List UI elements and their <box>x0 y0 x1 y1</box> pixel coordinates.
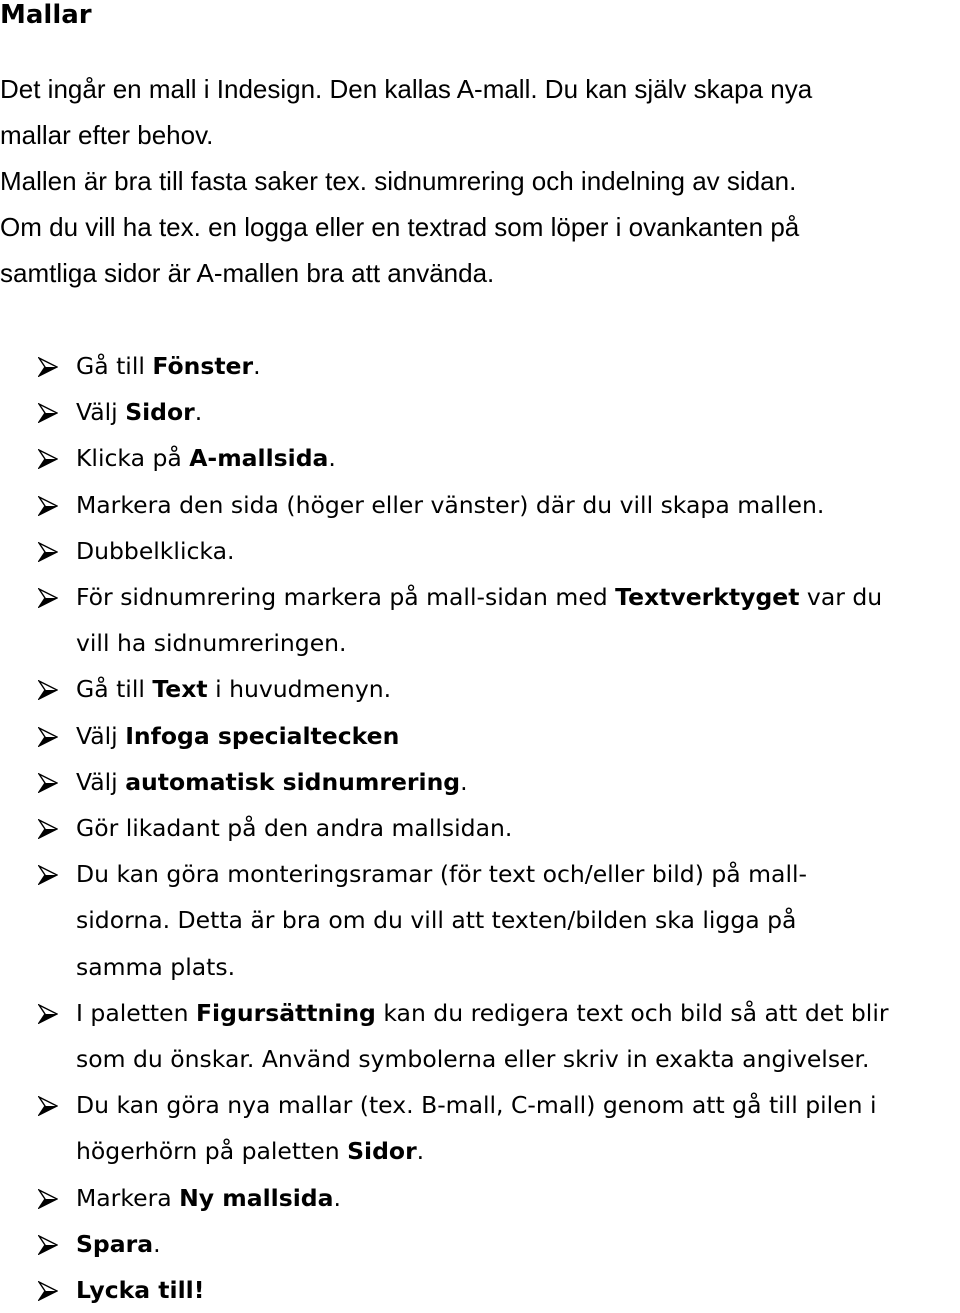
step-text: i huvudmenyn. <box>207 675 392 704</box>
step-emphasis: A-mallsida <box>189 444 329 473</box>
arrow-bullet-icon <box>38 819 58 839</box>
step-item <box>0 759 960 805</box>
step-text: . <box>328 444 336 473</box>
arrow-bullet-icon <box>38 449 58 469</box>
step-item <box>0 851 960 990</box>
step-emphasis: Sidor <box>125 398 195 427</box>
step-text: . <box>153 1229 161 1258</box>
step-emphasis: Infoga specialtecken <box>125 721 400 750</box>
step-text: kan du redigera text och bild så att det blir <box>375 998 889 1027</box>
step-emphasis: Text <box>152 675 208 704</box>
step-text: Gå till <box>76 675 153 704</box>
arrow-bullet-icon <box>38 496 58 516</box>
step-text: . <box>194 398 203 427</box>
step-continuation: högerhörn på paletten <box>76 1137 348 1166</box>
step-item <box>0 713 960 759</box>
step-emphasis: Figursättning <box>195 998 376 1027</box>
step-text: . <box>460 767 468 796</box>
step-text: Välj <box>76 767 126 796</box>
step-text: . <box>333 1183 341 1212</box>
step-continuation: vill ha sidnumreringen. <box>76 629 347 658</box>
step-emphasis: Sidor <box>347 1137 417 1166</box>
step-text: Du kan göra monteringsramar (för text och/eller bild) på mall- <box>76 860 807 889</box>
arrow-bullet-icon <box>38 1281 58 1301</box>
arrow-bullet-icon <box>38 680 58 700</box>
step-emphasis: Textverktyget <box>615 583 800 612</box>
step-continuation: samma plats. <box>76 952 236 981</box>
step-item <box>0 1175 960 1221</box>
step-text: Markera <box>76 1183 180 1212</box>
arrow-bullet-icon <box>38 1235 58 1255</box>
page-title: Mallar <box>0 0 92 30</box>
step-text: Du kan göra nya mallar (tex. B-mall, C-mall) genom att gå till pilen i <box>76 1091 877 1120</box>
step-text: Välj <box>76 721 126 750</box>
step-item <box>0 1221 960 1267</box>
arrow-bullet-icon <box>38 542 58 562</box>
step-item <box>0 666 960 712</box>
arrow-bullet-icon <box>38 773 58 793</box>
arrow-bullet-icon <box>38 1096 58 1116</box>
step-item <box>0 805 960 851</box>
step-text: . <box>253 352 261 380</box>
arrow-bullet-icon <box>38 588 58 608</box>
step-item <box>0 435 960 481</box>
step-text: I paletten <box>76 998 196 1027</box>
step-text: Gör likadant på den andra mallsidan. <box>76 814 513 843</box>
step-emphasis: Ny mallsida <box>179 1183 334 1212</box>
step-emphasis: Spara <box>76 1229 154 1258</box>
step-item <box>0 528 960 574</box>
step-item <box>0 1267 960 1313</box>
arrow-bullet-icon <box>38 1189 58 1209</box>
step-item <box>0 990 960 1082</box>
intro-line: Mallen är bra till fasta saker tex. sidnumrering och indelning av sidan. <box>0 166 797 196</box>
step-emphasis: Lycka till! <box>76 1276 205 1305</box>
step-item <box>0 343 960 389</box>
step-continuation: sidorna. Detta är bra om du vill att texten/bilden ska ligga på <box>76 906 797 935</box>
step-item <box>0 482 960 528</box>
intro-text <box>0 66 940 296</box>
arrow-bullet-icon <box>38 865 58 885</box>
arrow-bullet-icon <box>38 357 58 377</box>
step-continuation: . <box>416 1137 425 1166</box>
step-list <box>0 343 960 1313</box>
intro-line: mallar efter behov. <box>0 120 214 150</box>
intro-line: Om du vill ha tex. en logga eller en textrad som löper i ovankanten på <box>0 212 800 242</box>
step-item <box>0 389 960 435</box>
step-text: Gå till <box>76 352 153 380</box>
step-text: Dubbelklicka. <box>76 536 235 565</box>
intro-line: samtliga sidor är A-mallen bra att använda. <box>0 258 495 288</box>
step-text: Markera den sida (höger eller vänster) där du vill skapa mallen. <box>76 490 825 519</box>
step-text: Välj <box>76 398 126 427</box>
step-continuation: som du önskar. Använd symbolerna eller skriv in exakta angivelser. <box>76 1045 870 1074</box>
step-emphasis: automatisk sidnumrering <box>125 767 461 796</box>
step-emphasis: Fönster <box>152 352 254 380</box>
arrow-bullet-icon <box>38 727 58 747</box>
step-item <box>0 574 960 666</box>
step-text: var du <box>799 583 883 612</box>
intro-line: Det ingår en mall i Indesign. Den kallas A-mall. Du kan själv skapa nya <box>0 74 813 104</box>
step-text: För sidnumrering markera på mall-sidan med <box>76 583 616 612</box>
arrow-bullet-icon <box>38 1004 58 1024</box>
arrow-bullet-icon <box>38 403 58 423</box>
step-item <box>0 1082 960 1174</box>
step-text: Klicka på <box>76 444 190 473</box>
